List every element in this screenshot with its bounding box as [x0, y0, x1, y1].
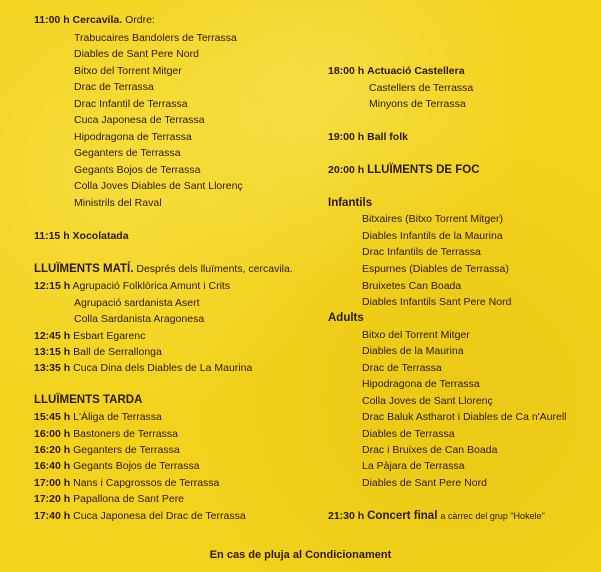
event-name: Cuca Dina dels Diables de La Maurina	[73, 362, 253, 374]
schedule-row	[34, 443, 180, 457]
list-item: Diables de Terrassa	[362, 428, 455, 440]
time: 13:15 h	[34, 346, 71, 358]
time: 20:00 h	[328, 164, 365, 176]
list-item: Drac Infantils de Terrassa	[362, 246, 481, 258]
time: 15:45 h	[34, 411, 71, 423]
list-item: Hipodragona de Terrassa	[74, 131, 192, 143]
list-item: Gegants Bojos de Terrassa	[74, 164, 201, 176]
section-title: Infantils	[328, 197, 373, 209]
list-item: Geganters de Terrassa	[74, 147, 181, 159]
list-item: Diables de Sant Pere Nord	[74, 48, 199, 60]
time: 12:15 h	[34, 280, 71, 292]
tarda-header	[34, 393, 142, 407]
time: 12:45 h	[34, 330, 71, 342]
infantils-header	[328, 196, 372, 210]
event-name: Esbart Egarenc	[73, 330, 146, 342]
list-item: Bitxo del Torrent Mitger	[74, 65, 182, 77]
list-item: Hipodragona de Terrassa	[362, 378, 480, 390]
time: 13:35 h	[34, 362, 71, 374]
time: 16:40 h	[34, 460, 71, 472]
list-item: Espurnes (Diables de Terrassa)	[362, 263, 509, 275]
section-note: Després dels lluïments, cercavila.	[136, 263, 293, 275]
list-item: Diables Infantils Sant Pere Nord	[362, 296, 512, 308]
schedule-row	[34, 492, 184, 506]
event-name: Ball de Serrallonga	[73, 346, 162, 358]
event-note: a càrrec del grup "Hokele"	[440, 511, 545, 521]
time: 18:00 h	[328, 65, 365, 77]
list-item: La Pàjara de Terrassa	[362, 460, 465, 472]
list-item: Ministrils del Raval	[74, 197, 162, 209]
time: 11:00 h	[34, 14, 70, 26]
list-item: Drac Baluk Astharot i Diables de Ca n'Aurell	[362, 411, 567, 423]
rain-note: En cas de pluja al Condicionament	[209, 549, 392, 561]
section-title: LLUÏMENTS MATÍ.	[34, 263, 134, 275]
list-item: Cuca Japonesa de Terrassa	[74, 114, 205, 126]
list-item: Drac de Terrassa	[362, 362, 442, 374]
time: 21:30 h	[328, 510, 365, 522]
schedule-row	[34, 476, 219, 490]
schedule-row	[34, 410, 162, 424]
cercavila-header	[34, 13, 155, 27]
list-item: Bitxaires (Bitxo Torrent Mitger)	[362, 213, 504, 225]
list-item: Minyons de Terrassa	[369, 98, 466, 110]
list-item: Drac de Terrassa	[74, 81, 154, 93]
list-item: Drac i Bruixes de Can Boada	[362, 444, 498, 456]
time: 16:20 h	[34, 444, 71, 456]
list-item: Diables Infantils de la Maurina	[362, 230, 503, 242]
event-note: Ordre:	[125, 14, 155, 26]
list-item: Colla Joves Diables de Sant Llorenç	[74, 180, 243, 192]
event-name: Papallona de Sant Pere	[73, 493, 185, 505]
event-name: Gegants Bojos de Terrassa	[73, 460, 200, 472]
event-title: Ball folk	[367, 131, 408, 143]
xocolatada-header	[34, 229, 129, 243]
event-title: Xocolatada	[72, 230, 129, 242]
time: 19:00 h	[328, 131, 365, 143]
schedule-row	[34, 459, 200, 473]
list-item: Colla Joves de Sant Llorenç	[362, 395, 493, 407]
focs-header	[328, 163, 480, 177]
event-name: Cuca Japonesa del Drac de Terrassa	[73, 510, 246, 522]
time: 17:40 h	[34, 510, 71, 522]
time: 11:15 h	[34, 230, 70, 242]
list-item: Colla Sardanista Aragonesa	[74, 313, 205, 325]
list-item: Drac Infantil de Terrassa	[74, 98, 188, 110]
schedule-row	[34, 427, 178, 441]
schedule-row	[34, 509, 246, 523]
event-title: Actuació Castellera	[367, 65, 465, 77]
schedule-row	[34, 361, 252, 375]
castellera-header	[328, 64, 465, 78]
list-item: Bitxo del Torrent Mitger	[362, 329, 470, 341]
time: 16:00 h	[34, 428, 71, 440]
event-name: Geganters de Terrassa	[73, 444, 180, 456]
list-item: Diables de Sant Pere Nord	[362, 477, 487, 489]
event-title: Cercavila.	[72, 14, 123, 26]
time: 17:00 h	[34, 477, 71, 489]
event-name: Nans i Capgrossos de Terrassa	[73, 477, 220, 489]
section-title: LLUÏMENTS TARDA	[34, 394, 143, 406]
list-item: Diables de la Maurina	[362, 345, 464, 357]
list-item: Castellers de Terrassa	[369, 82, 474, 94]
list-item: Agrupació sardanista Asert	[74, 297, 200, 309]
section-title: Adults	[328, 312, 364, 324]
ball-folk-header	[328, 130, 408, 144]
list-item: Trabucaires Bandolers de Terrassa	[74, 32, 237, 44]
event-name: Agrupació Folklòrica Amunt i Crits	[72, 280, 231, 292]
schedule-row	[34, 345, 162, 359]
adults-header	[328, 311, 364, 325]
event-title: Concert final	[367, 510, 438, 522]
schedule-row	[34, 279, 230, 293]
list-item: Bruixetes Can Boada	[362, 280, 462, 292]
event-title: LLUÏMENTS DE FOC	[367, 164, 480, 176]
concert-header	[328, 509, 545, 523]
event-name: Bastoners de Terrassa	[73, 428, 178, 440]
event-name: L'Àliga de Terrassa	[73, 411, 162, 423]
time: 17:20 h	[34, 493, 71, 505]
mati-header	[34, 262, 293, 276]
schedule-row	[34, 329, 145, 343]
